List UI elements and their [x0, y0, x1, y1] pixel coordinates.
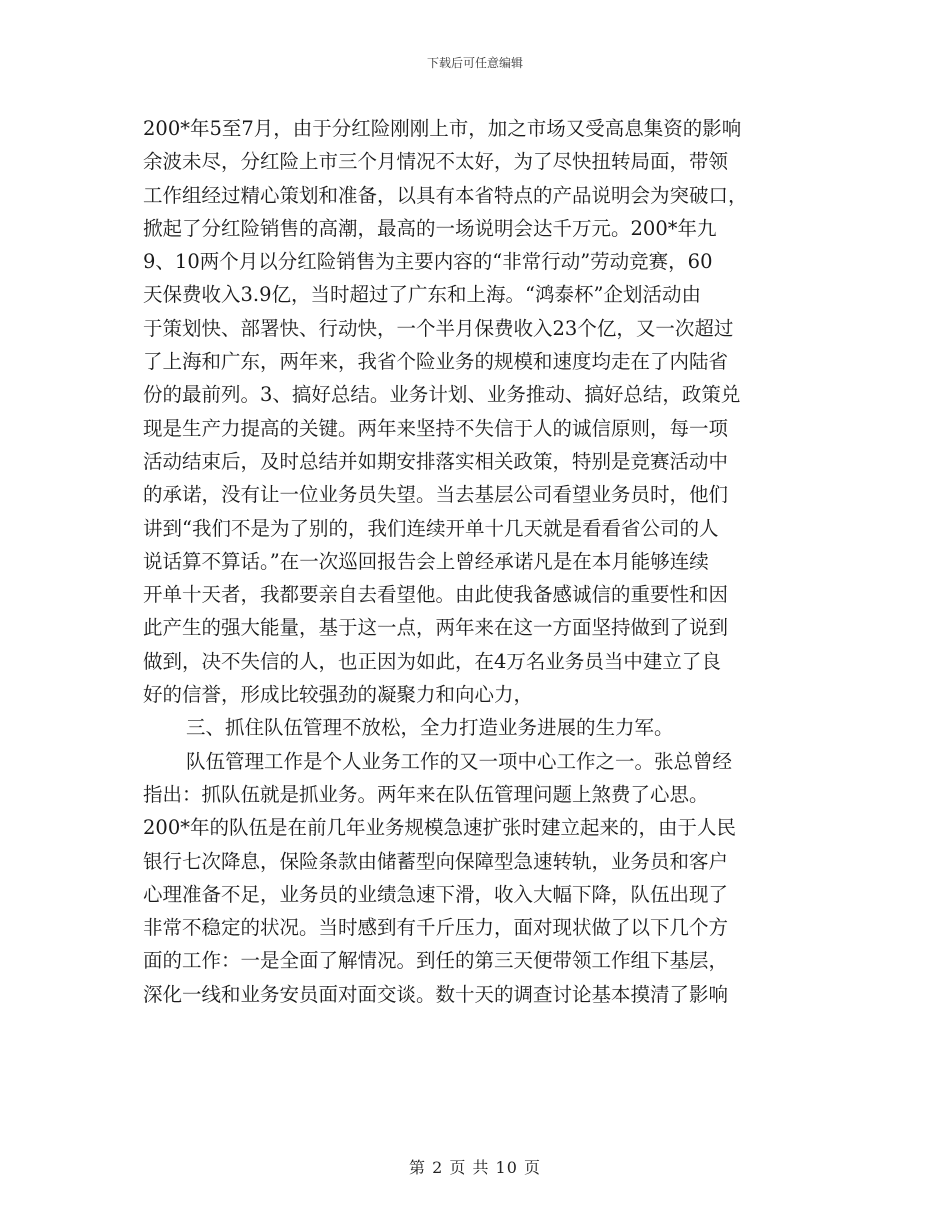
text-line: 活动结束后，及时总结并如期安排落实相关政策，特别是竞赛活动中 [143, 449, 729, 473]
text-line: 队伍管理工作是个人业务工作的又一项中心工作之一。张总曾经 [186, 749, 733, 773]
text-line: 份的最前列。3、搞好总结。业务计划、业务推动、搞好总结，政策兑 [143, 383, 741, 407]
text-line: 做到，决不失信的人，也正因为如此，在4万名业务员当中建立了良 [143, 649, 721, 673]
text-line: 好的信誉，形成比较强劲的凝聚力和向心力， [143, 683, 534, 707]
text-line: 天保费收入3.9亿，当时超过了广东和上海。“鸿泰杯”企划活动由 [143, 283, 701, 307]
text-line: 讲到“我们不是为了别的，我们连续开单十几天就是看看省公司的人 [143, 516, 719, 540]
text-line: 开单十天者，我都要亲自去看望他。由此使我备感诚信的重要性和因 [143, 583, 729, 607]
text-line: 的承诺，没有让一位业务员失望。当去基层公司看望业务员时，他们 [143, 483, 729, 507]
text-line: 指出：抓队伍就是抓业务。两年来在队伍管理问题上煞费了心思。 [143, 782, 709, 806]
page-header: 下载后可任意编辑 [426, 56, 523, 70]
text-line: 于策划快、部署快、行动快，一个半月保费收入23个亿，又一次超过 [143, 316, 734, 340]
text-line: 面的工作：一是全面了解情况。到任的第三天便带领工作组下基层， [143, 949, 729, 973]
text-line: 余波未尽，分红险上市三个月情况不太好，为了尽快扭转局面，带领 [143, 150, 729, 174]
text-line: 深化一线和业务安员面对面交谈。数十天的调查讨论基本摸清了影响 [143, 982, 729, 1006]
section-heading: 三、抓住队伍管理不放松，全力打造业务进展的生力军。 [186, 716, 674, 740]
text-line: 心理准备不足，业务员的业绩急速下滑，收入大幅下降，队伍出现了 [143, 882, 729, 906]
text-line: 9、10两个月以分红险销售为主要内容的“非常行动”劳动竞赛，60 [143, 250, 713, 274]
text-line: 了上海和广东，两年来，我省个险业务的规模和速度均走在了内陆省 [143, 350, 729, 374]
text-line: 说话算不算话。”在一次巡回报告会上曾经承诺凡是在本月能够连续 [143, 549, 709, 573]
text-line: 银行七次降息，保险条款由储蓄型向保障型急速转轨，业务员和客户 [143, 849, 729, 873]
document-body [143, 112, 811, 1011]
text-line: 200*年的队伍是在前几年业务规模急速扩张时建立起来的，由于人民 [143, 816, 736, 840]
text-line: 现是生产力提高的关键。两年来坚持不失信于人的诚信原则，每一项 [143, 416, 729, 440]
text-line: 掀起了分红险销售的高潮，最高的一场说明会达千万元。200*年九 [143, 216, 717, 240]
text-line: 非常不稳定的状况。当时感到有千斤压力，面对现状做了以下几个方 [143, 916, 729, 940]
text-line: 200*年5至7月，由于分红险刚刚上市，加之市场又受高息集资的影响 [143, 117, 742, 140]
text-line: 工作组经过精心策划和准备，以具有本省特点的产品说明会为突破口， [143, 183, 748, 207]
text-line: 此产生的强大能量，基于这一点，两年来在这一方面坚持做到了说到 [143, 616, 729, 640]
page-number: 第 2 页 共 10 页 [409, 1158, 541, 1177]
